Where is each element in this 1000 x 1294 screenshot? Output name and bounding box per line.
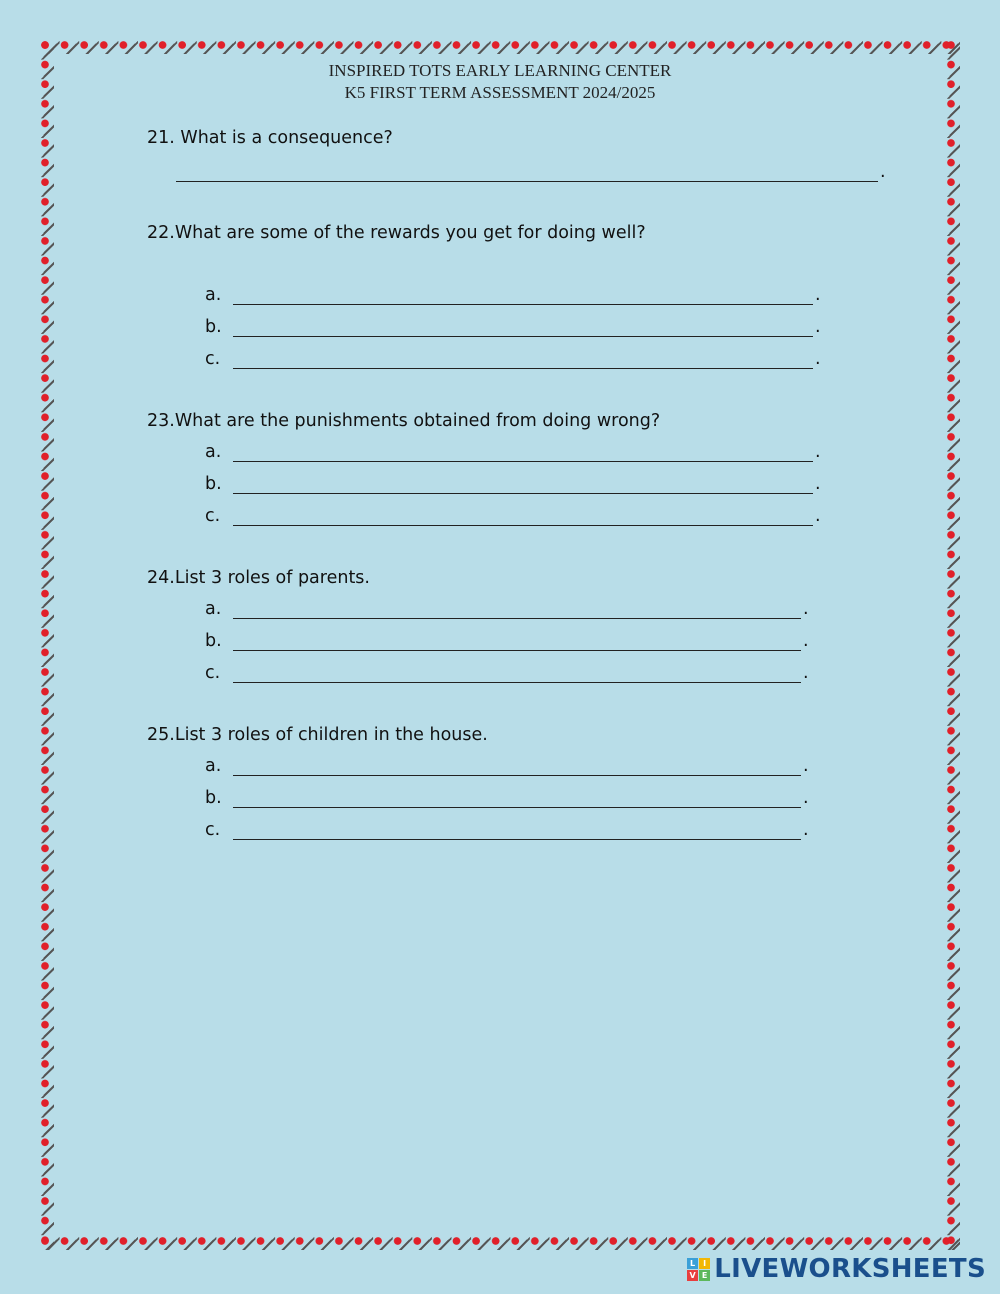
- question-24: 24.List 3 roles of parents.: [147, 568, 370, 588]
- school-name: INSPIRED TOTS EARLY LEARNING CENTER: [328, 61, 672, 80]
- worksheet-header: [0, 60, 1000, 104]
- answer-blank[interactable]: [233, 475, 813, 494]
- answer-blank[interactable]: [233, 821, 801, 840]
- pin-border-right: [946, 40, 960, 1250]
- option-letter: c.: [205, 820, 221, 840]
- option-letter: b.: [205, 474, 222, 494]
- pin-border-bottom: [40, 1236, 960, 1250]
- answer-blank[interactable]: [233, 600, 801, 619]
- question-25: 25.List 3 roles of children in the house.: [147, 725, 488, 745]
- option-letter: c.: [205, 349, 221, 369]
- answer-blank[interactable]: [233, 757, 801, 776]
- answer-row-25c[interactable]: c. .: [205, 820, 809, 840]
- pin-border-top: [40, 40, 960, 54]
- liveworksheets-logo[interactable]: [687, 1254, 986, 1284]
- pin-border-left: [40, 40, 54, 1250]
- option-letter: c.: [205, 506, 221, 526]
- option-letter: a.: [205, 599, 222, 619]
- assessment-title: K5 FIRST TERM ASSESSMENT 2024/2025: [344, 83, 656, 102]
- brand-name: LIVEWORKSHEETS: [714, 1254, 986, 1284]
- answer-blank[interactable]: [233, 632, 801, 651]
- question-21: 21. What is a consequence?: [147, 128, 393, 148]
- option-letter: a.: [205, 285, 222, 305]
- answer-row-22a[interactable]: a. .: [205, 285, 821, 305]
- answer-row-24a[interactable]: a. .: [205, 599, 809, 619]
- answer-row-24c[interactable]: c. .: [205, 663, 809, 683]
- answer-row-23c[interactable]: c. .: [205, 506, 821, 526]
- answer-row-22b[interactable]: b. .: [205, 317, 821, 337]
- live-logo-icon: L I V E: [687, 1258, 710, 1281]
- question-23: 23.What are the punishments obtained from doing wrong?: [147, 411, 661, 431]
- answer-blank[interactable]: [233, 350, 813, 369]
- answer-blank[interactable]: [233, 286, 813, 305]
- answer-row-25b[interactable]: b. .: [205, 788, 809, 808]
- option-letter: b.: [205, 788, 222, 808]
- answer-row-23a[interactable]: a. .: [205, 442, 821, 462]
- option-letter: a.: [205, 756, 222, 776]
- answer-row-23b[interactable]: b. .: [205, 474, 821, 494]
- answer-blank[interactable]: [233, 443, 813, 462]
- answer-row-22c[interactable]: c. .: [205, 349, 821, 369]
- answer-blank[interactable]: [233, 789, 801, 808]
- answer-line-21[interactable]: [176, 162, 886, 182]
- line-end-dot: .: [880, 162, 886, 182]
- question-22: 22.What are some of the rewards you get for doing well?: [147, 223, 646, 243]
- option-letter: c.: [205, 663, 221, 683]
- option-letter: a.: [205, 442, 222, 462]
- answer-row-24b[interactable]: b. .: [205, 631, 809, 651]
- answer-blank[interactable]: [233, 507, 813, 526]
- answer-blank[interactable]: [233, 664, 801, 683]
- answer-blank[interactable]: [176, 163, 878, 182]
- option-letter: b.: [205, 631, 222, 651]
- answer-blank[interactable]: [233, 318, 813, 337]
- answer-row-25a[interactable]: a. .: [205, 756, 809, 776]
- option-letter: b.: [205, 317, 222, 337]
